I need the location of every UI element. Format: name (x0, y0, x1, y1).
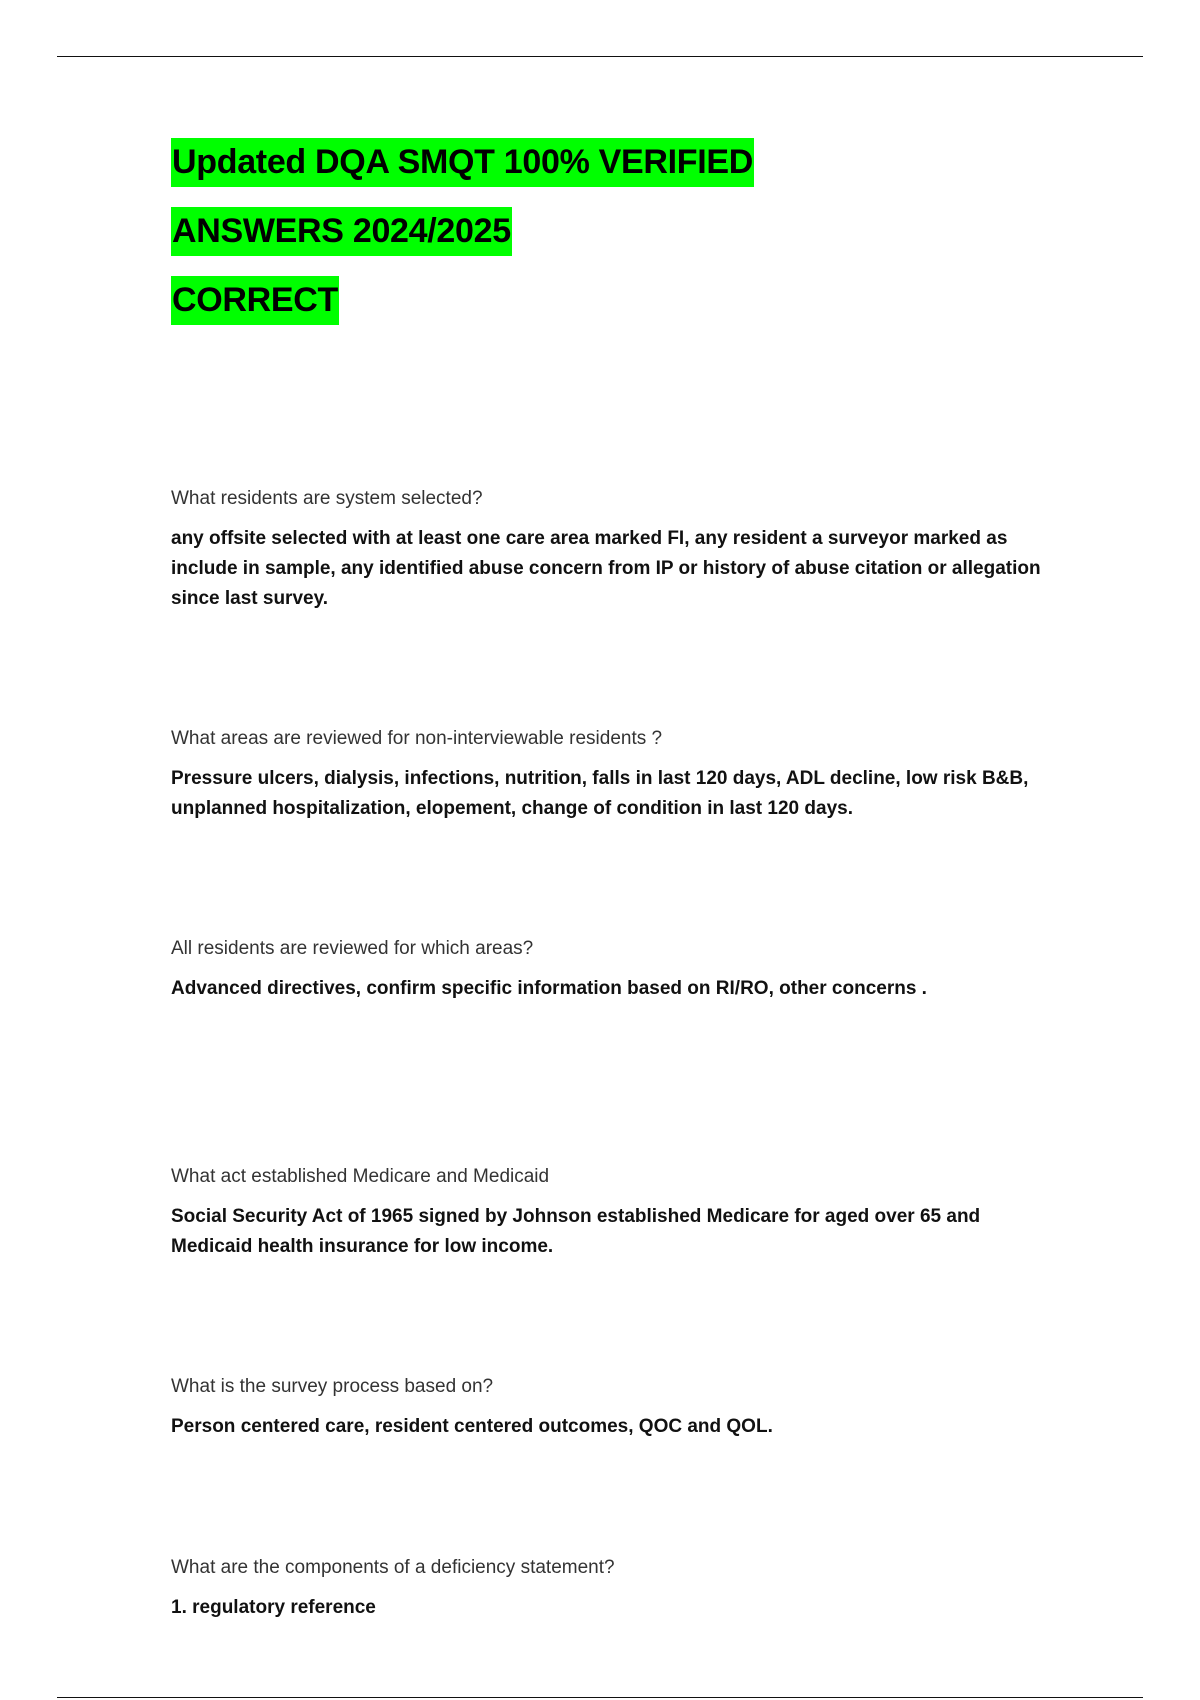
question-text: What are the components of a deficiency statement? (171, 1557, 615, 1578)
answer-text: Social Security Act of 1965 signed by Johnson established Medicare for aged over 65 and Medicaid health insurance for low income. (171, 1206, 981, 1257)
qa-item-2 (171, 724, 1051, 824)
answer-text: any offsite selected with at least one care area marked FI, any resident a surveyor marked as include in sample, any identified abuse concern from IP or history of abuse citation or allegation since last survey. (171, 528, 1041, 609)
title-line-1 (171, 138, 754, 207)
bottom-divider (57, 1697, 1143, 1698)
answer-text: Pressure ulcers, dialysis, infections, nutrition, falls in last 120 days, ADL decline, low risk B&B, unplanned hospitalization, elopement, change of condition in last 120 days. (171, 768, 1029, 819)
answer-text: 1. regulatory reference (171, 1597, 376, 1618)
qa-item-3 (171, 934, 1051, 1004)
title-line-2 (171, 207, 754, 276)
title-text-3: CORRECT (171, 276, 339, 325)
title-text-1: Updated DQA SMQT 100% VERIFIED (171, 138, 754, 187)
question-text: What act established Medicare and Medicaid (171, 1166, 550, 1187)
qa-item-6 (171, 1553, 1051, 1623)
answer-text: Advanced directives, confirm specific information based on RI/RO, other concerns . (171, 978, 927, 999)
title-text-2: ANSWERS 2024/2025 (171, 207, 512, 256)
qa-item-4 (171, 1162, 1051, 1262)
question-text: All residents are reviewed for which areas? (171, 938, 534, 959)
answer-text: Person centered care, resident centered outcomes, QOC and QOL. (171, 1416, 773, 1437)
title-line-3 (171, 276, 754, 345)
top-divider (57, 56, 1143, 57)
question-text: What is the survey process based on? (171, 1376, 494, 1397)
qa-item-1 (171, 484, 1051, 614)
question-text: What areas are reviewed for non-interviewable residents ? (171, 728, 663, 749)
document-title (171, 138, 754, 345)
qa-item-5 (171, 1372, 1051, 1442)
question-text: What residents are system selected? (171, 488, 483, 509)
